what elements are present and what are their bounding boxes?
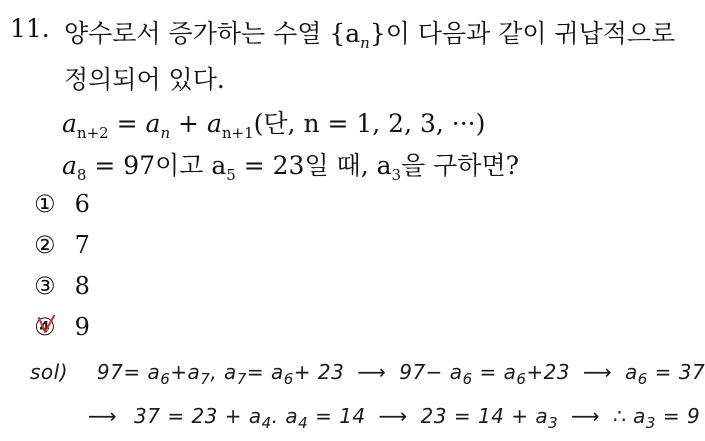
choice-marker: ③ [34, 272, 56, 300]
solution-line-1: sol) $97= a_6+a_7$, $a_7= a_6+ 23$ ⟶ $97- a_6 = a_6+23$ ⟶ $a_6 = 37$ [30, 360, 705, 388]
arrow-icon: ⟶ [571, 404, 601, 428]
choice-marker: ④ [34, 313, 56, 341]
solution-label: sol) [30, 360, 69, 384]
problem-line-2: 정의되어 있다. [64, 65, 225, 94]
choice-value: 6 [74, 190, 90, 218]
choice-value: 8 [74, 272, 90, 300]
answer-check-mark-icon [33, 312, 59, 338]
choice-marker: ② [34, 231, 56, 259]
arrow-icon: ⟶ [582, 360, 613, 384]
choice-1[interactable] [34, 190, 90, 218]
arrow-icon: ⟶ [378, 404, 408, 428]
problem-line-1: 양수로서 증가하는 수열 $\{a_n\}$이 다음과 같이 귀납적으로 [64, 19, 676, 52]
choice-marker: ① [34, 190, 56, 218]
arrow-icon: ⟶ [357, 360, 387, 384]
problem-number: 11. [10, 14, 50, 43]
choice-value: 7 [74, 231, 90, 259]
solution-line-2: ⟶ $37 = 23 + a_4$. $a_4 = 14$ ⟶ $23 = 14 + a_3$ ⟶ ∴ $a_3 = 9$ [88, 404, 701, 432]
choice-2[interactable] [34, 231, 90, 259]
given-conditions: $a_8 = 97$이고 $a_5 = 23$일 때, $a_3$을 구하면? [62, 151, 520, 184]
choice-3[interactable] [34, 272, 90, 300]
recurrence-formula: $a_{n+2} = a_n + a_{n+1}$(단, n = 1, 2, 3, ···) [62, 109, 486, 142]
arrow-icon: ⟶ [88, 404, 118, 428]
choice-value: 9 [74, 313, 90, 341]
